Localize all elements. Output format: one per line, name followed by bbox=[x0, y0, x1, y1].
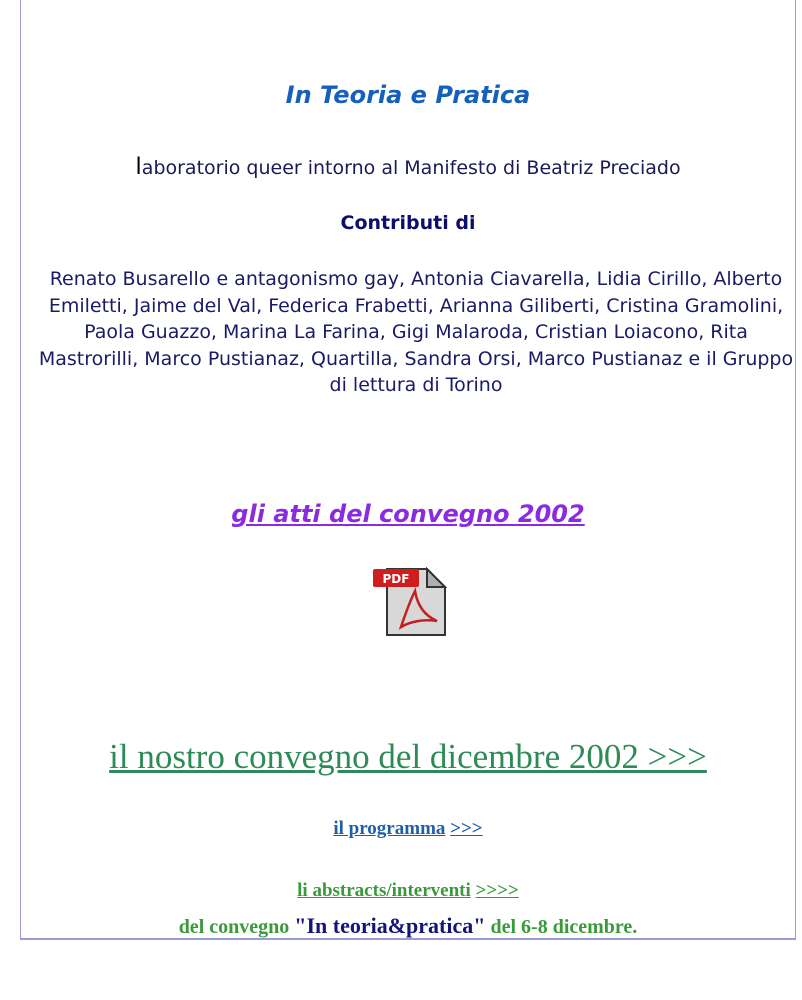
program-link[interactable]: il programma bbox=[333, 818, 446, 839]
program-row bbox=[22, 818, 794, 840]
abstracts-row bbox=[22, 880, 794, 902]
proceedings-link-row bbox=[22, 500, 794, 528]
abstracts-arrow-link[interactable]: >>>> bbox=[475, 880, 519, 901]
conference-note-title: "In teoria&pratica" bbox=[294, 913, 486, 938]
conference-note-prefix: del convegno bbox=[178, 916, 295, 938]
contributions-heading: Contributi di bbox=[340, 212, 476, 234]
contributors-list: Renato Busarello e antagonismo gay, Antonia Ciavarella, Lidia Cirillo, Alberto Emiletti, Jaime del Val, Federica Frabetti, Arianna Giliberti, Cristina Gramolini, Paola Guazzo, Marina La Farina, Gigi Malaroda, Cristian Loiacono, Rita Mastrorilli, Marco Pustianaz, Quartilla, Sandra Orsi, Marco Pustianaz e il Gruppo di lettura di Torino bbox=[38, 268, 794, 397]
pdf-icon-label: PDF bbox=[382, 572, 410, 586]
conference-note-suffix: del 6-8 dicembre. bbox=[485, 916, 638, 938]
subtitle-text: aboratorio queer intorno al Manifesto di Beatriz Preciado bbox=[141, 157, 681, 179]
proceedings-link[interactable]: gli atti del convegno 2002 bbox=[231, 500, 585, 528]
page-subtitle bbox=[22, 154, 794, 180]
conference-note bbox=[22, 913, 794, 939]
conference-link-row bbox=[22, 737, 794, 777]
abstracts-link[interactable]: li abstracts/interventi bbox=[297, 880, 471, 901]
subtitle-initial: l bbox=[135, 154, 142, 180]
conference-link[interactable]: il nostro convegno del dicembre 2002 >>> bbox=[109, 737, 707, 776]
page-title: In Teoria e Pratica bbox=[285, 81, 531, 109]
page-frame bbox=[20, 0, 796, 940]
program-arrow-link[interactable]: >>> bbox=[450, 818, 483, 839]
pdf-icon[interactable] bbox=[371, 565, 447, 637]
